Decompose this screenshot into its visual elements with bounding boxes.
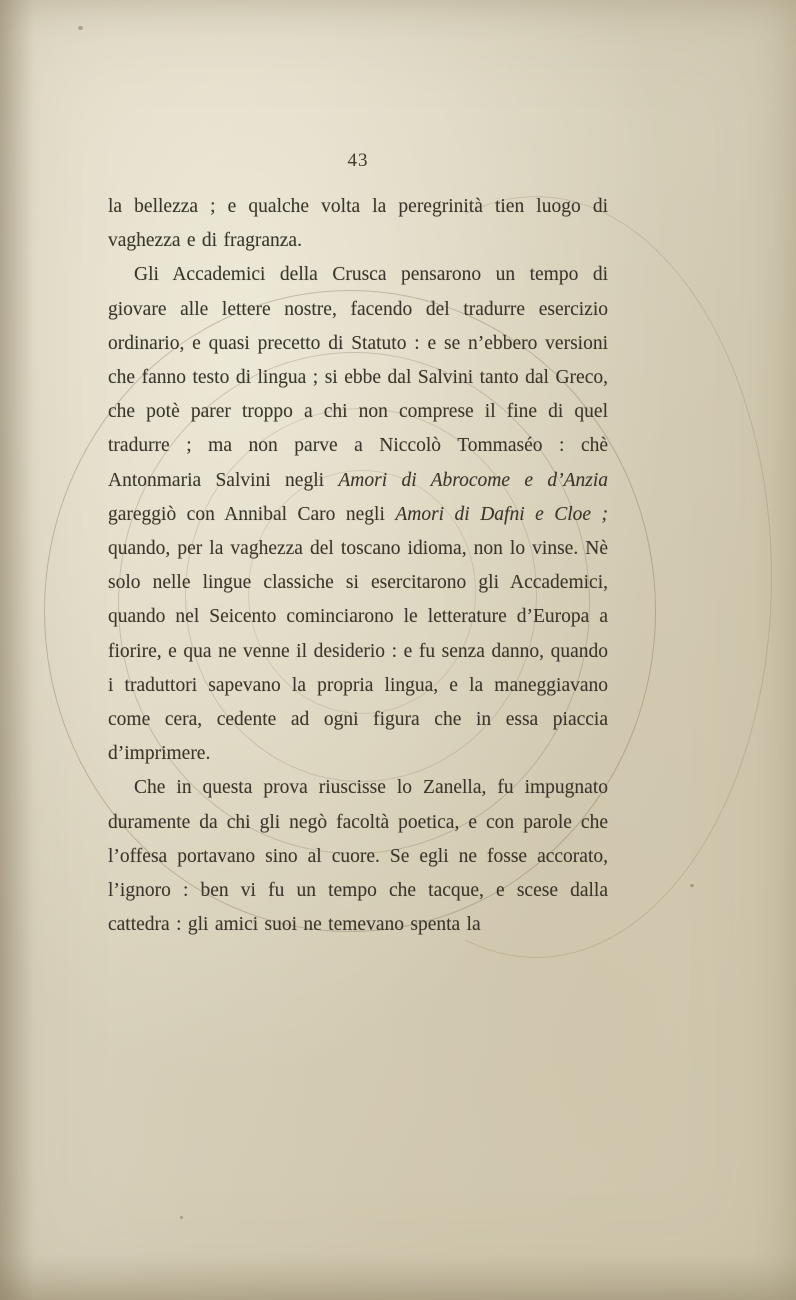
page-text-block [108,150,608,942]
paragraph-1 [108,190,608,258]
paper-speck [690,884,694,887]
page-number: 43 [347,150,369,171]
page-bottom-shading [0,1254,796,1300]
paper-speck [180,1216,183,1219]
page-gutter-shading [0,0,34,1300]
text-run: Che in questa prova riuscisse lo Zanella, fu impugnato duramente da chi gli negò facoltà poetica, e con parole che l’offesa portavano sino al cuore. Se egli ne fosse accorato, l’ignoro : ben vi fu un tempo che tacque, e scese dalla cattedra : gli amici suoi ne temevano spenta la [108,777,608,936]
text-run: quando, per la vaghezza del toscano idioma, non lo vinse. Nè solo nelle lingue classiche si esercitarono gli Accademici, quando nel Seicento cominciarono le letterature d’Europa a fiorire, e qua ne venne il desiderio : e fu senza danno, quando i traduttori sapevano la propria lingua, e la maneggiavano come cera, cedente ad ogni figura che in essa piaccia d’imprimere. [108,538,608,765]
paper-speck [78,26,83,30]
italic-title-run: Amori di Dafni e Cloe ; [395,503,608,525]
italic-title-run: Amori di Abrocome e d’Anzia [338,469,608,491]
text-run: la bellezza ; e qualche volta la peregrinità tien luogo di vaghezza e di fragranza. [108,196,608,252]
paragraph-2 [108,258,608,771]
text-run: Gli Accademici della Crusca pensarono un tempo di giovare alle lettere nostre, facendo del tradurre esercizio ordinario, e quasi precetto di Statuto : e se n’ebbero versioni che fanno testo di lingua ; si ebbe dal Salvini tanto dal Greco, che potè parer troppo a chi non comprese il fine di quel tradurre ; ma non parve a Niccolò Tommaséo : chè Antonmaria Salvini negli [108,264,608,491]
paragraph-3 [108,771,608,942]
text-run: gareggiò con Annibal Caro negli [108,503,396,525]
